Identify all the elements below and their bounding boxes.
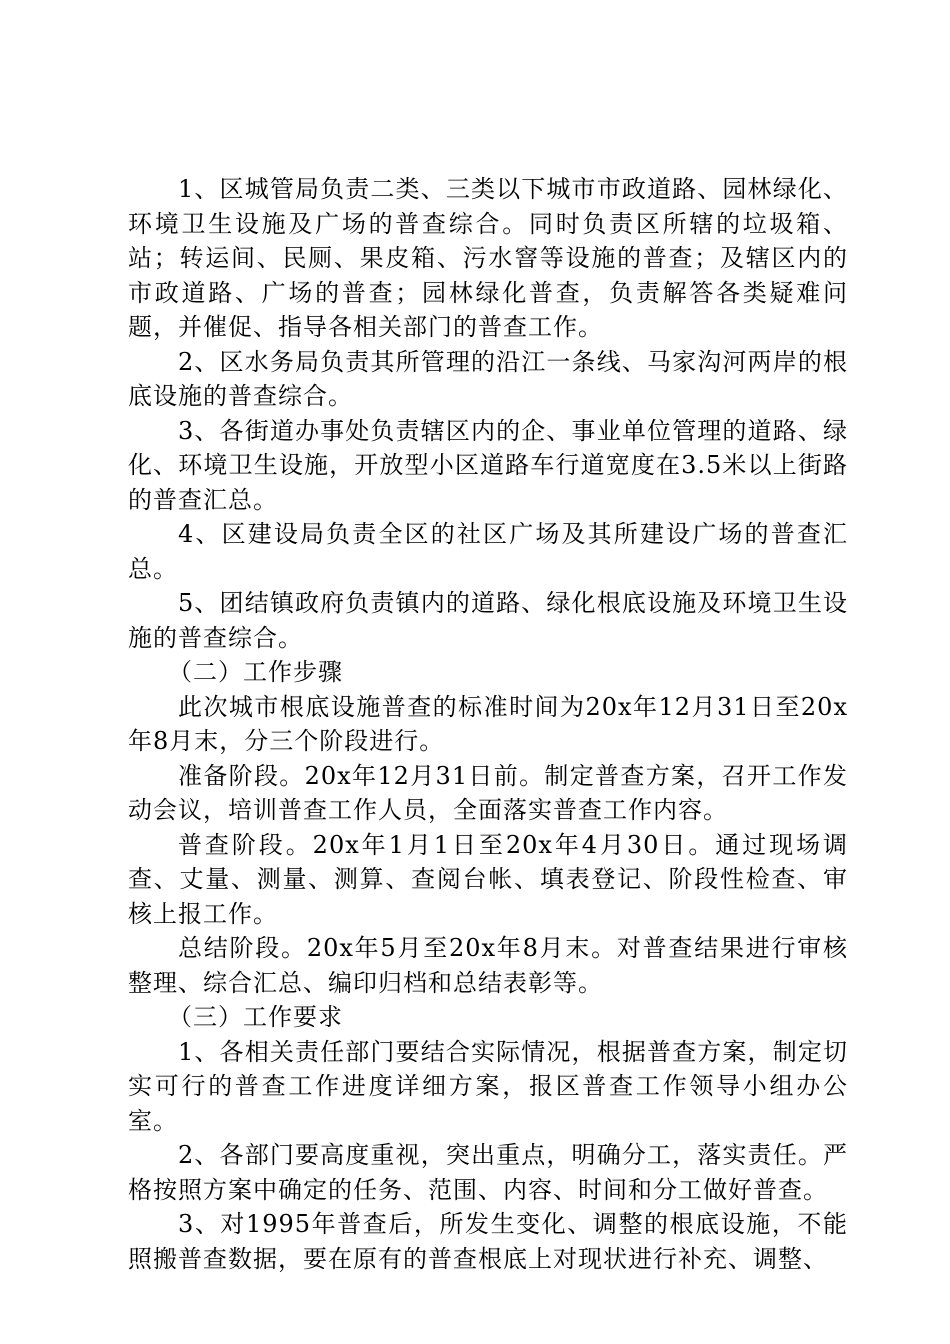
paragraph-requirement-1: 1、各相关责任部门要结合实际情况，根据普查方案，制定切实可行的普查工作进度详细方案，报区普查工作领导小组办公室。 bbox=[128, 1037, 848, 1135]
paragraph-construction-bureau: 4、区建设局负责全区的社区广场及其所建设广场的普查汇总。 bbox=[128, 520, 848, 583]
paragraph-survey-standard-time: 此次城市根底设施普查的标准时间为20x年12月31日至20x年8月末，分三个阶段进行。 bbox=[128, 692, 848, 755]
document-body bbox=[128, 172, 848, 1276]
paragraph-water-affairs: 2、区水务局负责其所管理的沿江一条线、马家沟河两岸的根底设施的普查综合。 bbox=[128, 347, 848, 410]
paragraph-requirement-3: 3、对1995年普查后，所发生变化、调整的根底设施，不能照搬普查数据，要在原有的普查根底上对现状进行补充、调整、 bbox=[128, 1210, 848, 1273]
paragraph-survey-stage: 普查阶段。20x年1月1日至20x年4月30日。通过现场调查、丈量、测量、测算、查阅台帐、填表登记、阶段性检查、审核上报工作。 bbox=[128, 830, 848, 928]
paragraph-district-urban-management: 1、区城管局负责二类、三类以下城市市政道路、园林绿化、环境卫生设施及广场的普查综合。同时负责区所辖的垃圾箱、站；转运间、民厕、果皮箱、污水窨等设施的普查；及辖区内的市政道路、广场的普查；园林绿化普查，负责解答各类疑难问题，并催促、指导各相关部门的普查工作。 bbox=[128, 175, 848, 341]
paragraph-requirement-2: 2、各部门要高度重视，突出重点，明确分工，落实责任。严格按照方案中确定的任务、范围、内容、时间和分工做好普查。 bbox=[128, 1141, 848, 1204]
section-heading-work-steps: （二）工作步骤 bbox=[168, 658, 343, 686]
paragraph-summary-stage: 总结阶段。20x年5月至20x年8月末。对普查结果进行审核整理、综合汇总、编印归档和总结表彰等。 bbox=[128, 934, 848, 997]
paragraph-preparation-stage: 准备阶段。20x年12月31日前。制定普查方案，召开工作发动会议，培训普查工作人员，全面落实普查工作内容。 bbox=[128, 761, 848, 824]
paragraph-tuanjie-town: 5、团结镇政府负责镇内的道路、绿化根底设施及环境卫生设施的普查综合。 bbox=[128, 589, 848, 652]
paragraph-street-offices: 3、各街道办事处负责辖区内的企、事业单位管理的道路、绿化、环境卫生设施，开放型小区道路车行道宽度在3.5米以上街路的普查汇总。 bbox=[128, 416, 848, 514]
section-heading-work-requirements: （三）工作要求 bbox=[168, 1003, 343, 1031]
